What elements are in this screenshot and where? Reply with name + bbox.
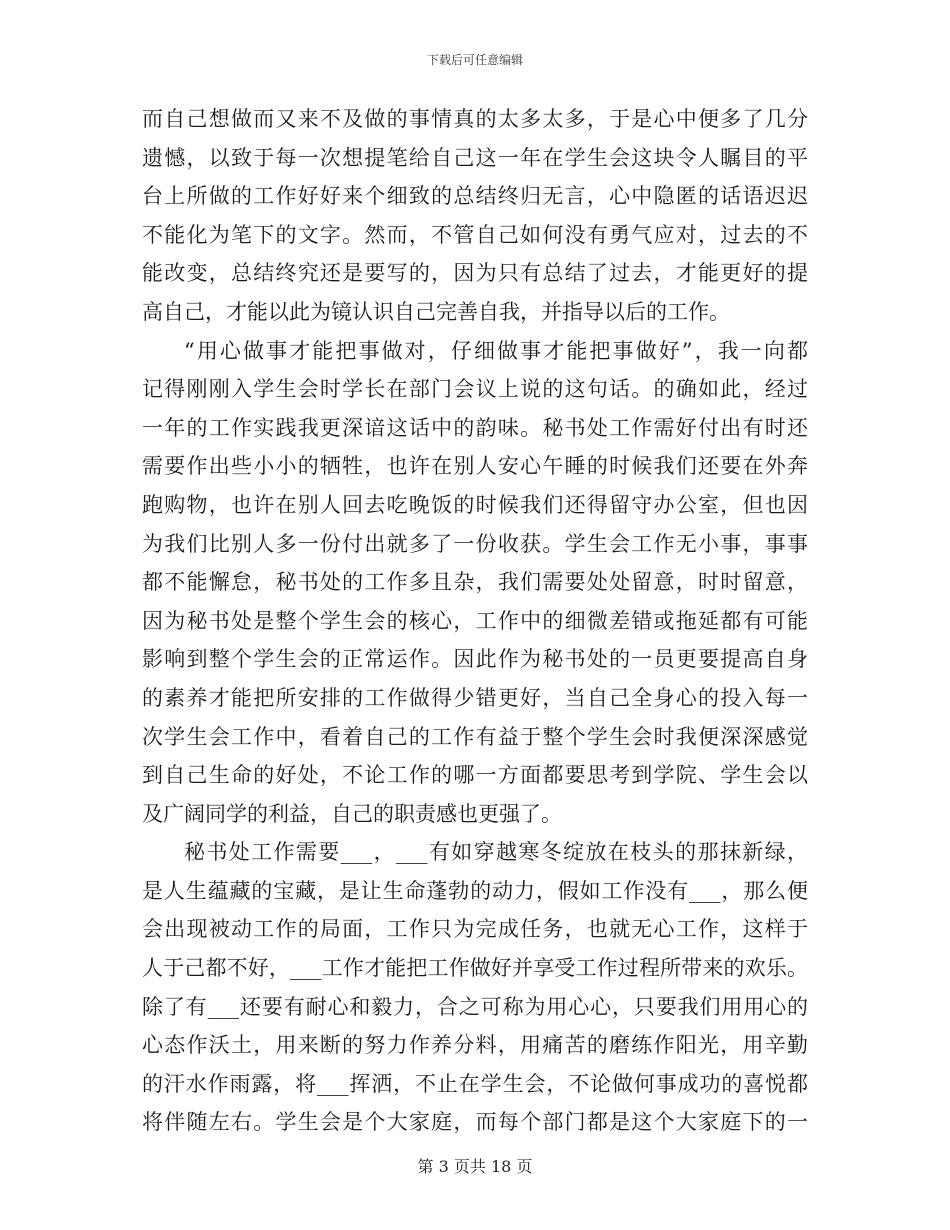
text-line: 除了有___还要有耐心和毅力，合之可称为用心心，只要我们用用心的 [142,994,808,1019]
text-line: 秘书处工作需要___，___有如穿越寒冬绽放在枝头的那抹新绿， [184,840,808,865]
text-line: “用心做事才能把事做对，仔细做事才能把事做好”，我一向都 [184,338,808,363]
text-line: 能改变，总结终究还是要写的，因为只有总结了过去，才能更好的提 [142,261,808,286]
text-line: 遗憾，以致于每一次想提笔给自己这一年在学生会这块令人瞩目的平 [142,145,808,170]
text-line: 而自己想做而又来不及做的事情真的太多太多，于是心中便多了几分 [142,107,808,131]
text-line: 台上所做的工作好好来个细致的总结终归无言，心中隐匿的话语迟迟 [142,184,808,209]
text-line: 将伴随左右。学生会是个大家庭，而每个部门都是这个大家庭下的一 [142,1110,808,1135]
text-line: 的汗水作雨露，将___挥洒，不止在学生会，不论做何事成功的喜悦都 [142,1071,808,1096]
page-number: 第 3 页共 18 页 [417,1157,533,1176]
text-line: 次学生会工作中，看着自己的工作有益于整个学生会时我便深深感觉 [142,724,808,749]
text-line: 因为秘书处是整个学生会的核心，工作中的细微差错或拖延都有可能 [142,608,808,633]
text-line: 不能化为笔下的文字。然而，不管自己如何没有勇气应对，过去的不 [142,222,808,247]
text-line: 影响到整个学生会的正常运作。因此作为秘书处的一员更要提高自身 [142,647,808,672]
text-line: 是人生蕴藏的宝藏，是让生命蓬勃的动力，假如工作没有___，那么便 [142,878,808,903]
text-line: 的素养才能把所安排的工作做得少错更好，当自己全身心的投入每一 [142,685,808,710]
text-line: 高自己，才能以此为镜认识自己完善自我，并指导以后的工作。 [142,299,730,324]
document-body [142,100,808,1142]
text-line: 一年的工作实践我更深谙这话中的韵味。秘书处工作需好付出有时还 [142,415,808,440]
page-header: 下载后可任意编辑 [426,53,523,67]
text-line: 人于己都不好，___工作才能把工作做好并享受工作过程所带来的欢乐。 [142,956,808,981]
text-line: 都不能懈怠，秘书处的工作多且杂，我们需要处处留意，时时留意， [142,570,808,595]
text-line: 会出现被动工作的局面，工作只为完成任务，也就无心工作，这样于 [142,917,808,942]
text-line: 记得刚刚入学生会时学长在部门会议上说的这句话。的确如此，经过 [142,377,808,402]
text-line: 心态作沃土，用来断的努力作养分料，用痛苦的磨练作阳光，用辛勤 [142,1033,808,1058]
text-line: 跑购物，也许在别人回去吃晚饭的时候我们还得留守办公室，但也因 [142,492,808,517]
text-line: 需要作出些小小的牺牲，也许在别人安心午睡的时候我们还要在外奔 [142,454,808,479]
text-line: 到自己生命的好处，不论工作的哪一方面都要思考到学院、学生会以 [142,763,808,788]
text-line: 及广阔同学的利益，自己的职责感也更强了。 [142,801,562,826]
text-line: 为我们比别人多一份付出就多了一份收获。学生会工作无小事，事事 [142,531,808,556]
